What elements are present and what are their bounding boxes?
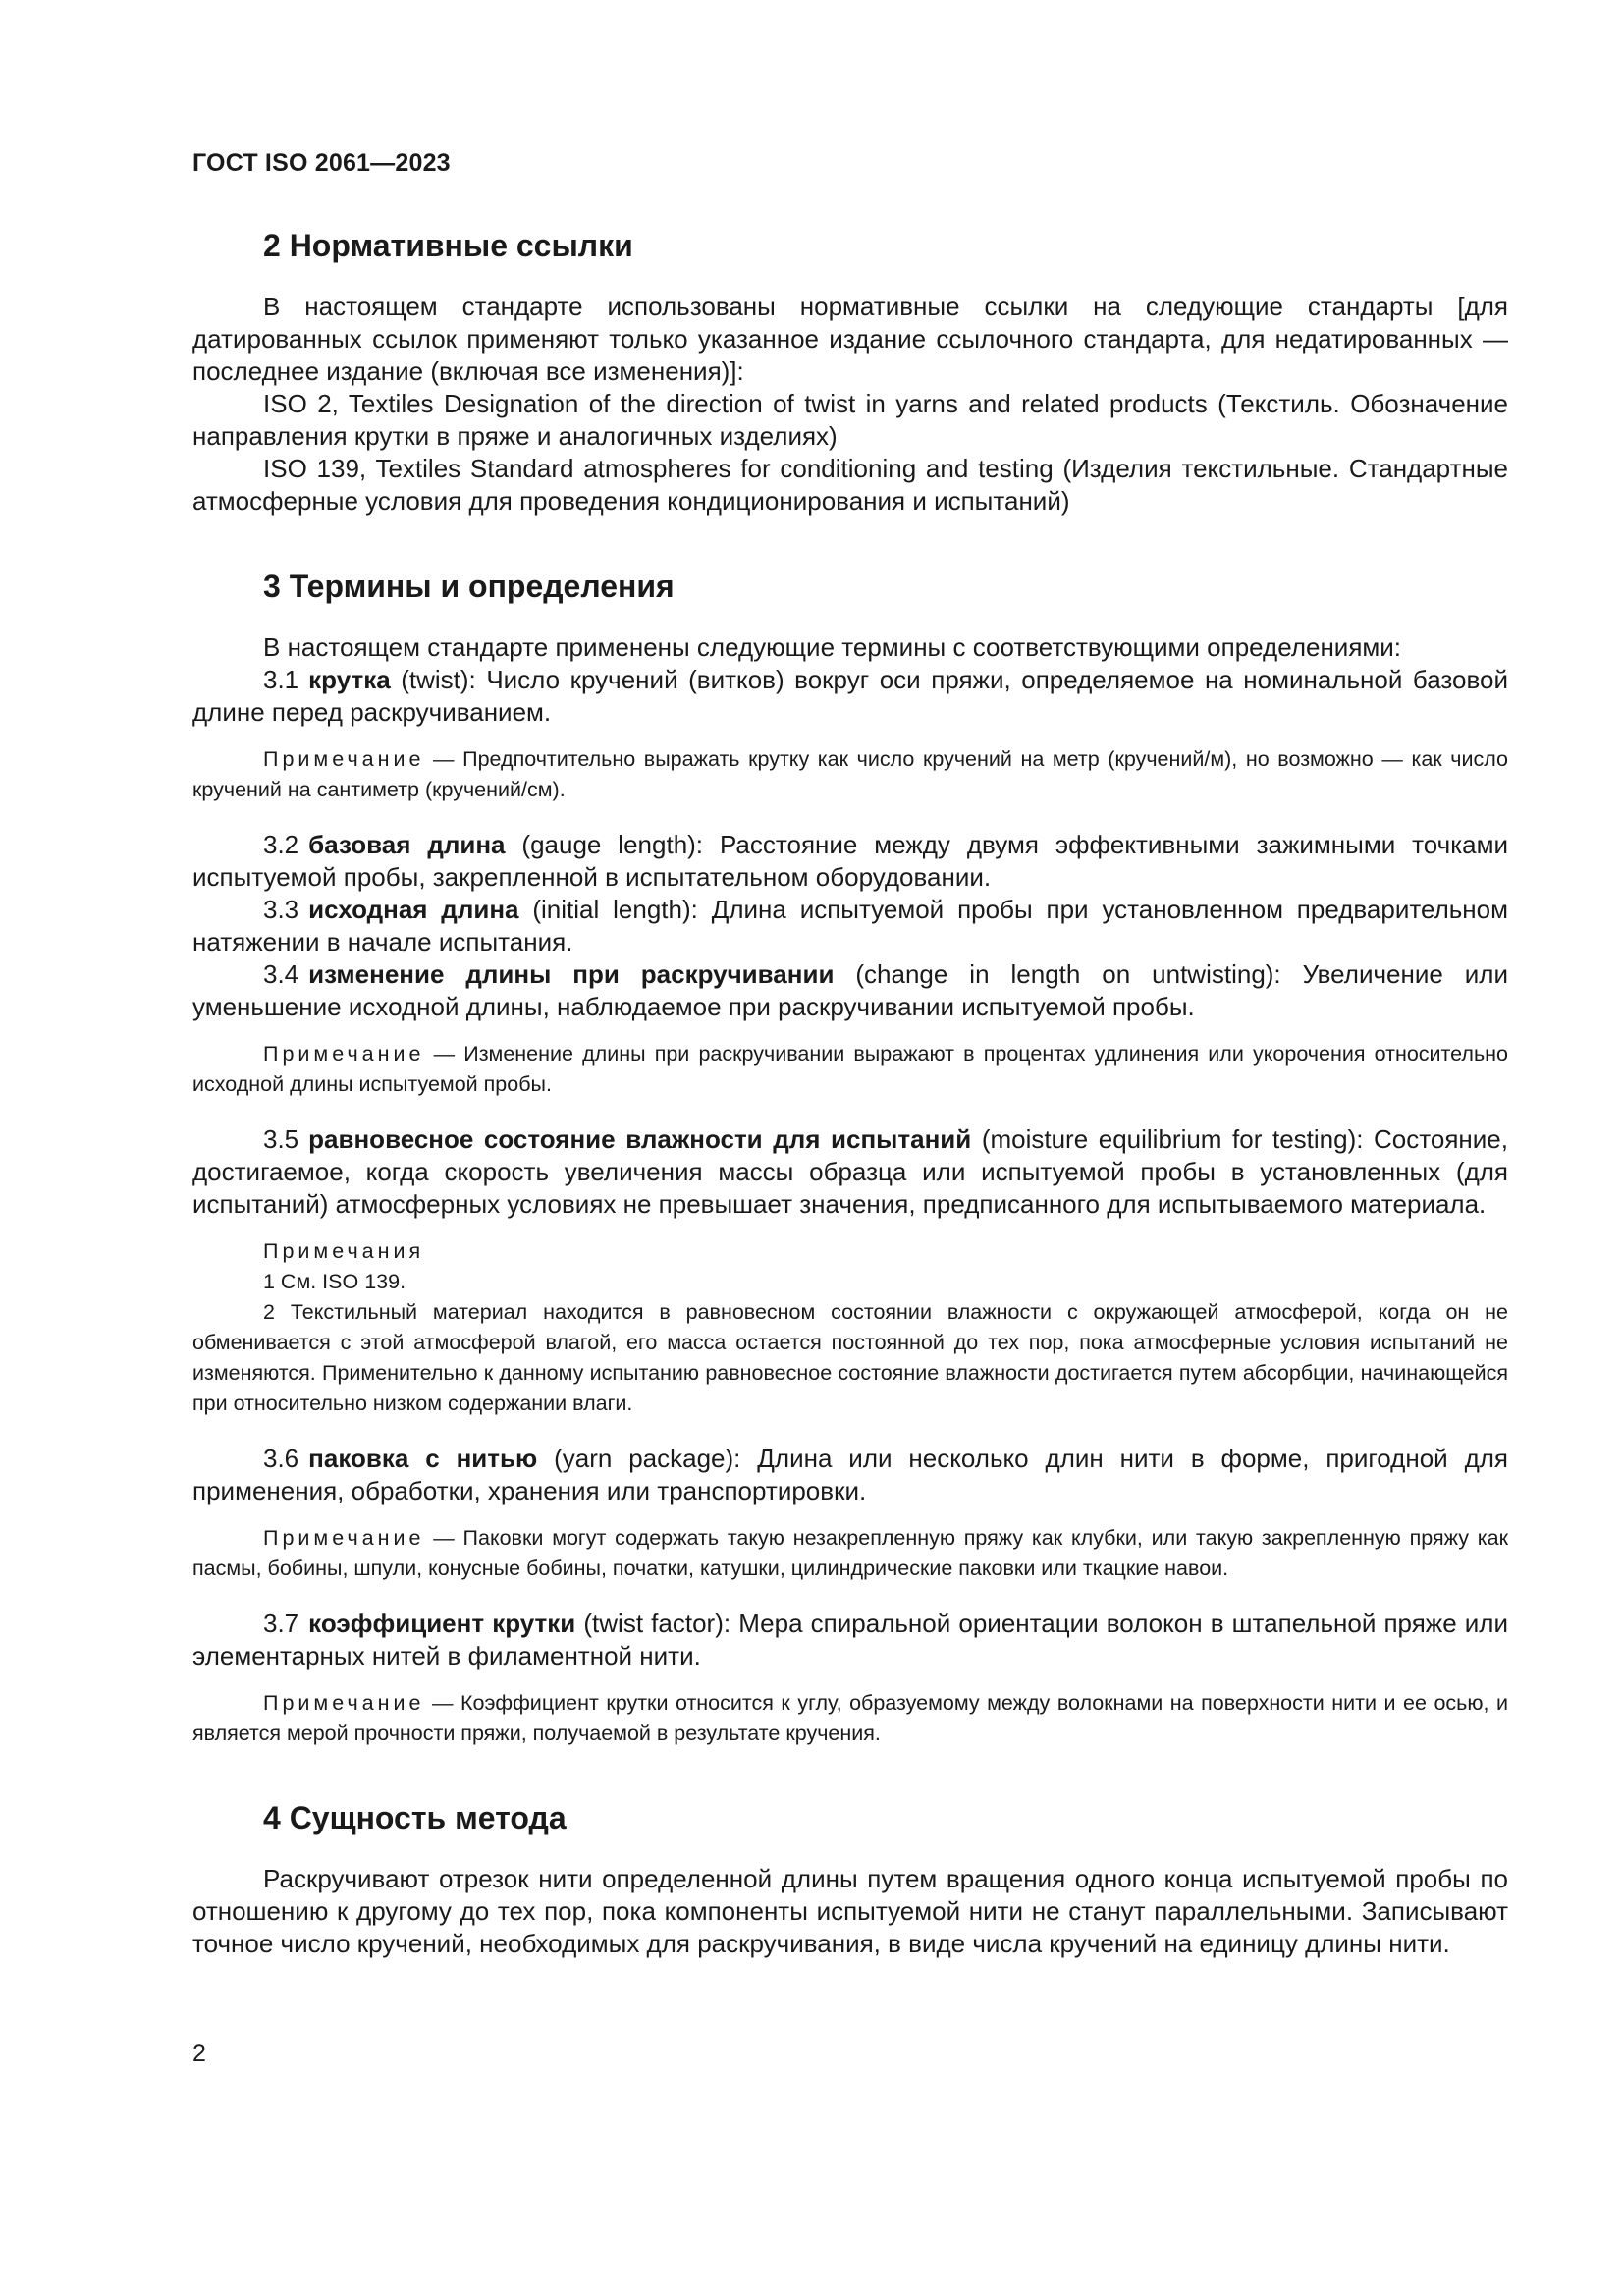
- term-3-2: [192, 829, 1508, 894]
- term-3-5: [192, 1123, 1508, 1221]
- term-number: 3.6: [263, 1444, 299, 1473]
- term-number: 3.3: [263, 895, 299, 924]
- note-3-5-1: 1 См. ISO 139.: [263, 1270, 406, 1293]
- page-number: 2: [192, 2040, 206, 2067]
- section-2-intro: В настоящем стандарте использованы нормативные ссылки на следующие стандарты [для датированных ссылок применяют только указанное издание ссылочного стандарта, для недатированных — последнее издание (включая все изменения)]:: [192, 292, 1508, 386]
- section-2-heading: 2 Нормативные ссылки: [263, 228, 633, 263]
- term-number: 3.1: [263, 665, 299, 694]
- section-4-text: Раскручивают отрезок нити определенной длины путем вращения одного конца испытуемой пробы по отношению к другому до тех пор, пока компоненты испытуемой нити не станут параллельными. Записывают точное число кручений, необходимых для раскручивания, в виде числа кручений на единицу длины нити.: [192, 1864, 1508, 1958]
- term-3-7: [192, 1608, 1508, 1672]
- term-definition: (change in length on untwisting): Увеличение или уменьшение исходной длины, наблюдаемое при раскручивании испытуемой пробы.: [192, 959, 1508, 1021]
- page-content: [192, 226, 1508, 1960]
- term-definition: (twist factor): Мера спиральной ориентации волокон в штапельной пряже или элементарных нитей в филаментной нити.: [192, 1609, 1508, 1670]
- note-text: — Предпочтительно выражать крутку как число кручений на метр (кручений/м), но возможно — как число кручений на сантиметр (кручений/см).: [192, 747, 1508, 801]
- document-code: ГОСТ ISO 2061—2023: [192, 149, 451, 177]
- term-3-3: [192, 894, 1508, 958]
- note-text: — Коэффициент крутки относится к углу, образуемому между волокнами на поверхности нити и ее осью, и является мерой прочности пряжи, получаемой в результате кручения.: [192, 1691, 1508, 1745]
- term-3-4: [192, 958, 1508, 1023]
- term-name: изменение длины при раскручивании: [308, 959, 835, 989]
- note-3-5-2: 2 Текстильный материал находится в равновесном состоянии влажности с окружающей атмосферой, когда он не обменивается с этой атмосферой влагой, его масса остается постоянной до тех пор, пока атмосферные условия испытаний не изменяются. Применительно к данному испытанию равновесное состояние влажности достигается путем абсорбции, начинающейся при относительно низком содержании влаги.: [192, 1300, 1508, 1415]
- term-definition: (twist): Число кручений (витков) вокруг оси пряжи, определяемое на номинальной базовой длине перед раскручиванием.: [192, 665, 1508, 727]
- term-3-1: [192, 664, 1508, 729]
- notes-3-5-heading: Примечания: [263, 1239, 425, 1263]
- term-definition: (yarn package): Длина или несколько длин нити в форме, пригодной для применения, обработки, хранения или транспортировки.: [192, 1444, 1509, 1505]
- term-number: 3.2: [263, 830, 299, 859]
- note-label: Примечание: [263, 747, 425, 771]
- section-4-heading: 4 Сущность метода: [263, 1800, 567, 1835]
- term-name: крутка: [308, 665, 391, 694]
- note-3-6: [192, 1523, 1508, 1584]
- term-name: коэффициент крутки: [308, 1609, 576, 1638]
- term-number: 3.7: [263, 1609, 299, 1638]
- term-3-6: [192, 1443, 1508, 1507]
- term-number: 3.5: [263, 1124, 299, 1154]
- note-text: — Изменение длины при раскручивании выражают в процентах удлинения или укорочения относительно исходной длины испытуемой пробы.: [192, 1042, 1508, 1096]
- term-name: паковка с нитью: [308, 1444, 538, 1473]
- term-name: базовая длина: [308, 830, 506, 859]
- note-3-1: [192, 744, 1508, 805]
- term-definition: (moisture equilibrium for testing): Состояние, достигаемое, когда скорость увеличения массы образца или испытуемой пробы в установленных (для испытаний) атмосферных условиях не превышает значения, предписанного для испытываемого материала.: [192, 1124, 1508, 1219]
- term-number: 3.4: [263, 959, 299, 989]
- term-definition: (initial length): Длина испытуемой пробы при установленном предварительном натяжении в начале испытания.: [192, 895, 1508, 957]
- section-3-heading: 3 Термины и определения: [263, 569, 675, 604]
- note-3-4: [192, 1039, 1508, 1100]
- note-label: Примечание: [263, 1691, 425, 1715]
- term-name: равновесное состояние влажности для испытаний: [308, 1124, 972, 1154]
- reference-iso-139: ISO 139, Textiles Standard atmospheres for conditioning and testing (Изделия текстильные. Стандартные атмосферные условия для проведения кондиционирования и испытаний): [192, 454, 1508, 516]
- note-3-7: [192, 1688, 1508, 1749]
- note-label: Примечание: [263, 1526, 425, 1550]
- section-3-intro: В настоящем стандарте применены следующие термины с соответствующими определениями:: [263, 632, 1402, 662]
- note-label: Примечание: [263, 1042, 425, 1066]
- reference-iso-2: ISO 2, Textiles Designation of the direction of twist in yarns and related products (Текстиль. Обозначение направления крутки в пряже и аналогичных изделиях): [192, 389, 1508, 451]
- term-definition: (gauge length): Расстояние между двумя эффективными зажимными точками испытуемой пробы, закрепленной в испытательном оборудовании.: [192, 830, 1508, 892]
- note-text: — Паковки могут содержать такую незакрепленную пряжу как клубки, или такую закрепленную пряжу как пасмы, бобины, шпули, конусные бобины, початки, катушки, цилиндрические паковки или ткацкие навои.: [192, 1526, 1508, 1580]
- term-name: исходная длина: [308, 895, 519, 924]
